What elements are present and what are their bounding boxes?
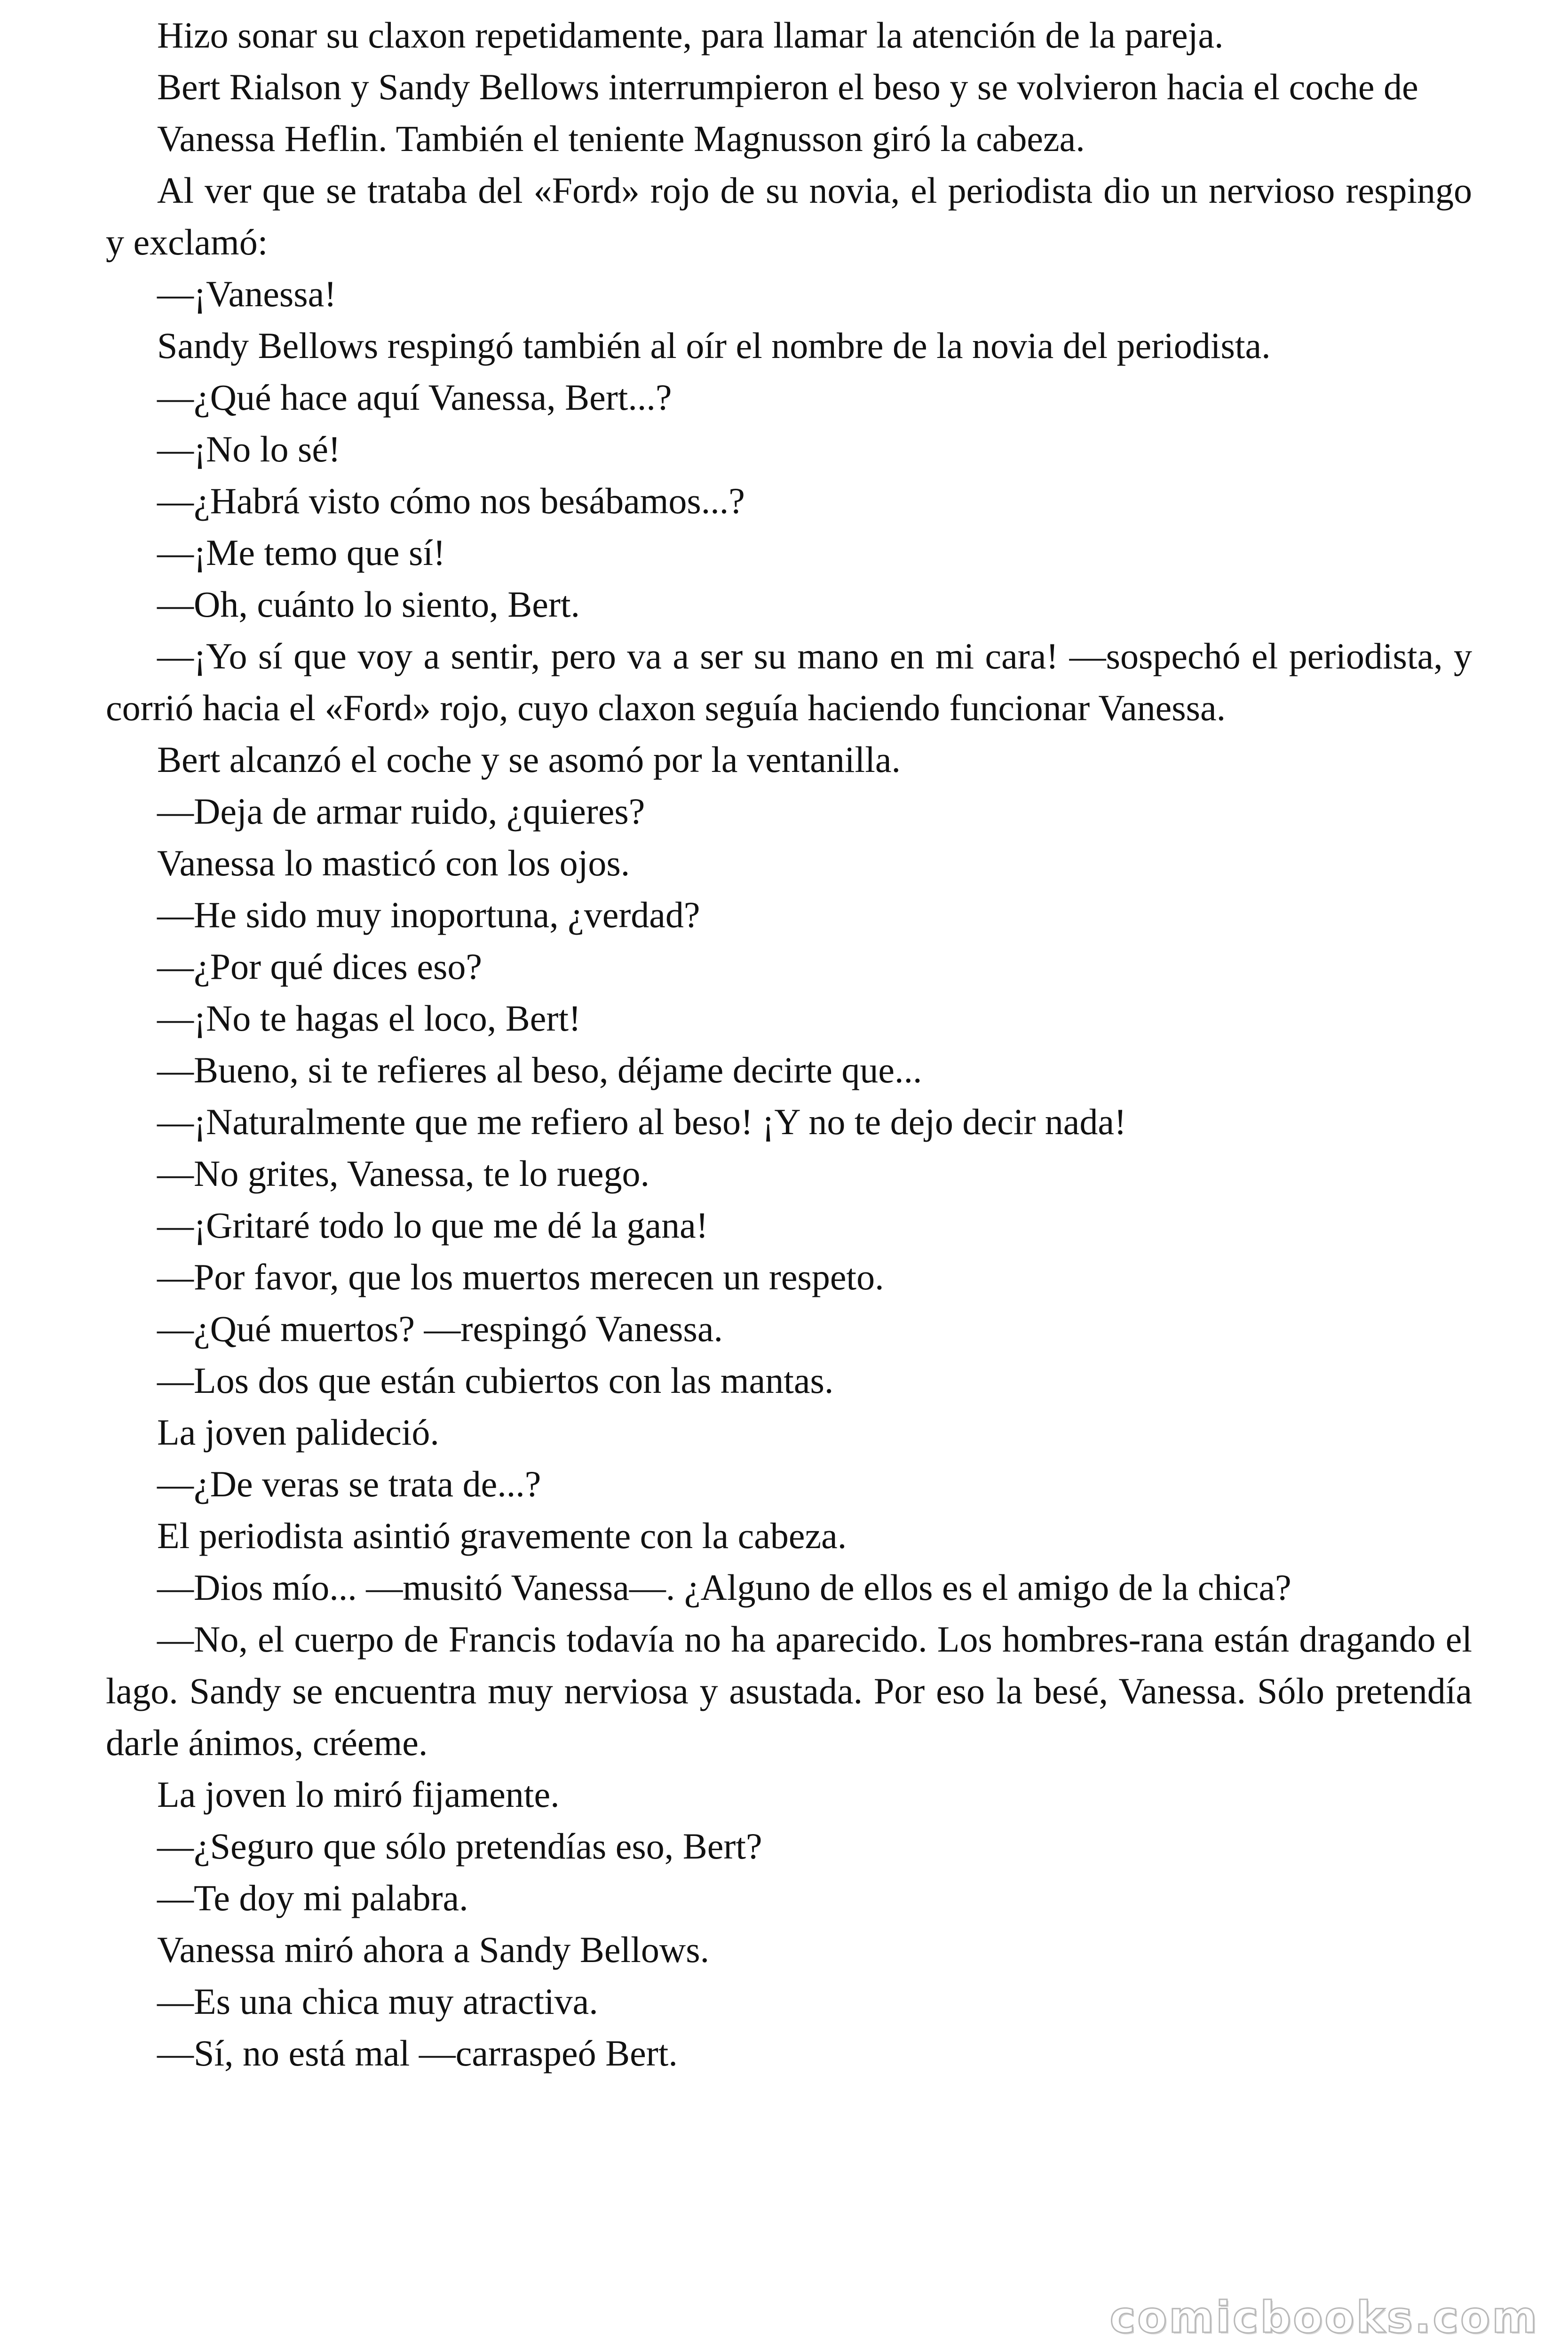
paragraph: —¿Seguro que sólo pretendías eso, Bert? <box>157 1826 762 1867</box>
paragraph: —Dios mío... —musitó Vanessa—. ¿Alguno de ellos es el amigo de la chica? <box>157 1567 1291 1608</box>
paragraph: —He sido muy inoportuna, ¿verdad? <box>157 894 700 935</box>
paragraph: Vanessa miró ahora a Sandy Bellows. <box>157 1929 710 1970</box>
paragraph: —¡Me temo que sí! <box>157 532 446 573</box>
paragraph: El periodista asintió gravemente con la cabeza. <box>157 1515 847 1556</box>
paragraph: —¡Vanessa! <box>157 273 337 314</box>
paragraph: Vanessa lo masticó con los ojos. <box>157 842 630 883</box>
paragraph: Vanessa Heflin. También el teniente Magnusson giró la cabeza. <box>157 118 1085 159</box>
paragraph: —¿Qué muertos? —respingó Vanessa. <box>157 1308 723 1349</box>
paragraph: Al ver que se trataba del «Ford» rojo de su novia, el periodista dio un nervioso respingo y exclamó: <box>106 170 1472 262</box>
paragraph: —¿Habrá visto cómo nos besábamos...? <box>157 480 745 521</box>
paragraph: —¿Qué hace aquí Vanessa, Bert...? <box>157 377 672 418</box>
paragraph: —Los dos que están cubiertos con las mantas. <box>157 1360 834 1401</box>
paragraph: —¡No te hagas el loco, Bert! <box>157 998 581 1039</box>
paragraph: Sandy Bellows respingó también al oír el nombre de la novia del periodista. <box>157 325 1271 366</box>
paragraph: —Es una chica muy atractiva. <box>157 1981 598 2022</box>
paragraph: —Deja de armar ruido, ¿quieres? <box>157 791 645 832</box>
paragraph: La joven lo miró fijamente. <box>157 1774 560 1815</box>
paragraph: —Oh, cuánto lo siento, Bert. <box>157 584 580 625</box>
paragraph: —Te doy mi palabra. <box>157 1877 468 1918</box>
paragraph: La joven palideció. <box>157 1412 439 1453</box>
paragraph: —¿De veras se trata de...? <box>157 1463 541 1504</box>
paragraph: —No, el cuerpo de Francis todavía no ha aparecido. Los hombres-rana están dragando el lago. Sandy se encuentra muy nerviosa y asustada. Por eso la besé, Vanessa. Sólo pretendía darle ánimos, créeme. <box>106 1619 1472 1763</box>
book-page-text <box>106 9 1472 2079</box>
paragraph: —¡Yo sí que voy a sentir, pero va a ser su mano en mi cara! —sospechó el periodista, y corrió hacia el «Ford» rojo, cuyo claxon seguía haciendo funcionar Vanessa. <box>106 636 1472 728</box>
paragraph: Bert alcanzó el coche y se asomó por la ventanilla. <box>157 739 901 780</box>
paragraph: —¡Naturalmente que me refiero al beso! ¡Y no te dejo decir nada! <box>157 1101 1127 1142</box>
watermark-logo: comicbooks.com <box>1109 2292 1539 2343</box>
paragraph: —Bueno, si te refieres al beso, déjame decirte que... <box>157 1049 922 1090</box>
paragraph: —Por favor, que los muertos merecen un respeto. <box>157 1256 884 1297</box>
paragraph: —Sí, no está mal —carraspeó Bert. <box>157 2033 678 2074</box>
paragraph: —¿Por qué dices eso? <box>157 946 482 987</box>
paragraph: Bert Rialson y Sandy Bellows interrumpieron el beso y se volvieron hacia el coche de <box>157 66 1418 107</box>
paragraph: —¡Gritaré todo lo que me dé la gana! <box>157 1205 708 1246</box>
paragraph: —¡No lo sé! <box>157 429 341 469</box>
paragraph: —No grites, Vanessa, te lo ruego. <box>157 1153 650 1194</box>
paragraph: Hizo sonar su claxon repetidamente, para llamar la atención de la pareja. <box>157 15 1224 56</box>
